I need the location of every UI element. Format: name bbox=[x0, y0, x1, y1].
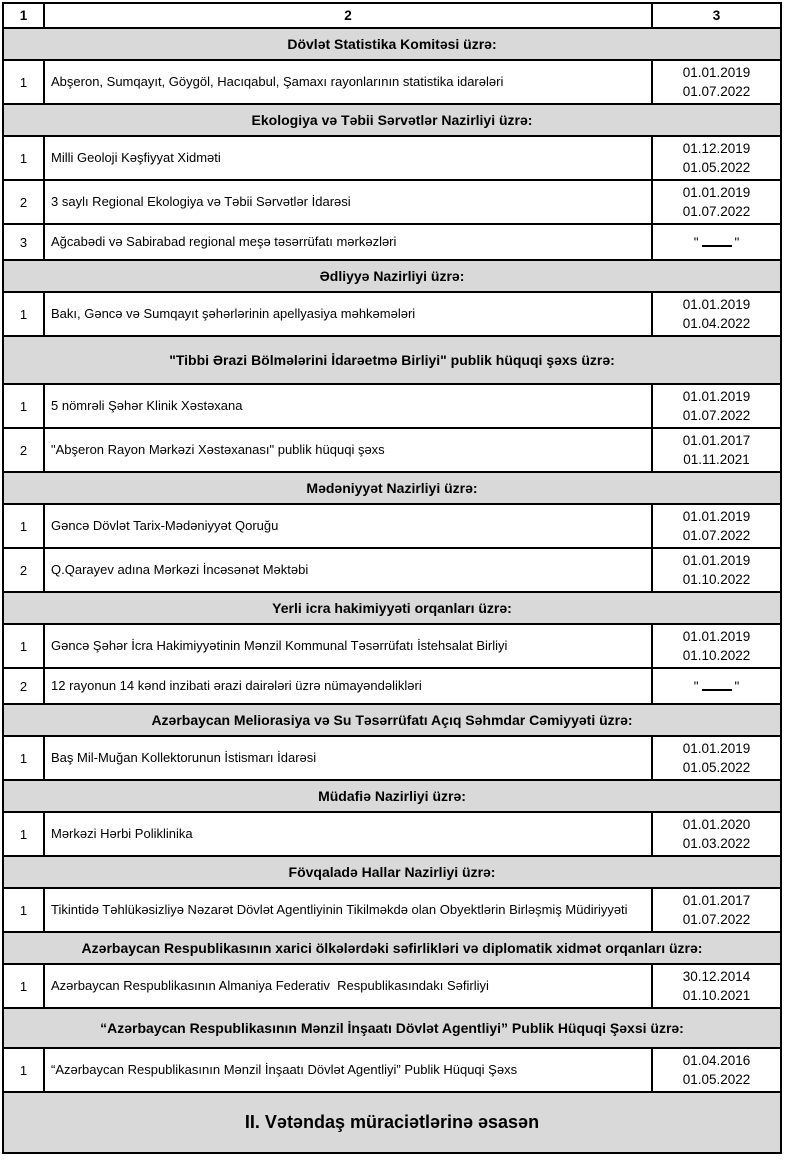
column-header-name: 2 bbox=[44, 3, 652, 28]
date-line: 01.04.2022 bbox=[682, 316, 751, 331]
section-header-row bbox=[3, 472, 781, 504]
table-row bbox=[3, 812, 781, 856]
table-row bbox=[3, 548, 781, 592]
organization-name: Abşeron, Sumqayıt, Göygöl, Hacıqabul, Şamaxı rayonlarının statistika idarələri bbox=[44, 60, 652, 104]
date-range-cell bbox=[652, 384, 781, 428]
table-body bbox=[3, 28, 781, 1153]
ditto-open-quote: " bbox=[693, 234, 699, 250]
row-number: 2 bbox=[3, 180, 44, 224]
date-line: 01.07.2022 bbox=[682, 408, 751, 423]
section-header-row bbox=[3, 592, 781, 624]
row-number: 2 bbox=[3, 668, 44, 704]
table-row bbox=[3, 736, 781, 780]
column-header-number: 1 bbox=[3, 3, 44, 28]
date-line: 01.07.2022 bbox=[682, 912, 751, 927]
row-number: 1 bbox=[3, 292, 44, 336]
date-range-cell bbox=[652, 504, 781, 548]
section-title: Ədliyyə Nazirliyi üzrə: bbox=[3, 260, 781, 292]
date-line: 01.07.2022 bbox=[682, 84, 751, 99]
section-title: Azərbaycan Respublikasının xarici ölkələrdəki səfirlikləri və diplomatik xidmət orqanları üzrə: bbox=[3, 932, 781, 964]
date-line: 01.05.2022 bbox=[682, 760, 751, 775]
date-range-cell bbox=[652, 812, 781, 856]
date-line: 01.11.2021 bbox=[683, 452, 750, 467]
row-number: 1 bbox=[3, 504, 44, 548]
column-header-dates: 3 bbox=[652, 3, 781, 28]
date-line: 01.01.2020 bbox=[682, 817, 751, 832]
section-header-row bbox=[3, 28, 781, 60]
date-line: 01.03.2022 bbox=[682, 836, 751, 851]
table-row bbox=[3, 292, 781, 336]
table-row bbox=[3, 60, 781, 104]
date-range-cell bbox=[652, 548, 781, 592]
date-line: 01.01.2019 bbox=[682, 629, 751, 644]
section-title: Fövqaladə Hallar Nazirliyi üzrə: bbox=[3, 856, 781, 888]
section-header-row bbox=[3, 104, 781, 136]
organization-name: 12 rayonun 14 kənd inzibati ərazi dairələri üzrə nümayəndəlikləri bbox=[44, 668, 652, 704]
section-title: "Tibbi Ərazi Bölmələrini İdarəetmə Birliyi" publik hüquqi şəxs üzrə: bbox=[3, 336, 781, 384]
row-number: 1 bbox=[3, 964, 44, 1008]
row-number: 2 bbox=[3, 428, 44, 472]
row-number: 1 bbox=[3, 736, 44, 780]
organization-name: Gəncə Şəhər İcra Hakimiyyətinin Mənzil Kommunal Təsərrüfatı İstehsalat Birliyi bbox=[44, 624, 652, 668]
organization-name: “Azərbaycan Respublikasının Mənzil İnşaatı Dövlət Agentliyi” Publik Hüquqi Şəxs bbox=[44, 1048, 652, 1092]
table-row bbox=[3, 384, 781, 428]
section-title: Dövlət Statistika Komitəsi üzrə: bbox=[3, 28, 781, 60]
date-line: 01.01.2019 bbox=[682, 509, 751, 524]
section-title: Müdafiə Nazirliyi üzrə: bbox=[3, 780, 781, 812]
organization-name: Ağcabədi və Sabirabad regional meşə təsərrüfatı mərkəzləri bbox=[44, 224, 652, 260]
row-number: 3 bbox=[3, 224, 44, 260]
section-title: “Azərbaycan Respublikasının Mənzil İnşaatı Dövlət Agentliyi” Publik Hüquqi Şəxsi üzrə: bbox=[3, 1008, 781, 1048]
organization-name: Mərkəzi Hərbi Poliklinika bbox=[44, 812, 652, 856]
section-title: II. Vətəndaş müraciətlərinə əsasən bbox=[3, 1092, 781, 1153]
ditto-close-quote: " bbox=[734, 678, 740, 694]
date-line: 01.04.2016 bbox=[682, 1053, 751, 1068]
organization-name: Tikintidə Təhlükəsizliyə Nəzarət Dövlət Agentliyinin Tikilməkdə olan Obyektlərin Birləşmiş Müdiriyyəti bbox=[44, 888, 652, 932]
date-line: 01.01.2019 bbox=[682, 389, 751, 404]
date-line: 01.10.2022 bbox=[682, 648, 751, 663]
row-number: 1 bbox=[3, 624, 44, 668]
table-row bbox=[3, 504, 781, 548]
organization-name: 5 nömrəli Şəhər Klinik Xəstəxana bbox=[44, 384, 652, 428]
date-line: 01.01.2019 bbox=[682, 553, 751, 568]
date-line: 30.12.2014 bbox=[682, 969, 751, 984]
section-title: Ekologiya və Təbii Sərvətlər Nazirliyi üzrə: bbox=[3, 104, 781, 136]
organization-name: "Abşeron Rayon Mərkəzi Xəstəxanası" publik hüquqi şəxs bbox=[44, 428, 652, 472]
table-row bbox=[3, 888, 781, 932]
organization-name: Azərbaycan Respublikasının Almaniya Federativ Respublikasındakı Səfirliyi bbox=[44, 964, 652, 1008]
date-range-cell bbox=[652, 292, 781, 336]
date-line: 01.01.2019 bbox=[682, 185, 751, 200]
date-line: 01.05.2022 bbox=[682, 1072, 751, 1087]
table-row bbox=[3, 180, 781, 224]
row-number: 2 bbox=[3, 548, 44, 592]
date-range-cell bbox=[652, 668, 781, 704]
date-line: 01.01.2017 bbox=[682, 433, 751, 448]
date-range-cell bbox=[652, 428, 781, 472]
date-line: 01.01.2019 bbox=[682, 297, 751, 312]
section-header-row bbox=[3, 932, 781, 964]
organization-name: Gəncə Dövlət Tarix-Mədəniyyət Qoruğu bbox=[44, 504, 652, 548]
date-line: 01.10.2021 bbox=[682, 988, 751, 1003]
date-line: 01.07.2022 bbox=[682, 204, 751, 219]
date-line: 01.01.2019 bbox=[682, 741, 751, 756]
date-range-cell bbox=[652, 1048, 781, 1092]
date-range-cell bbox=[652, 60, 781, 104]
row-number: 1 bbox=[3, 812, 44, 856]
section-header-row bbox=[3, 260, 781, 292]
ditto-open-quote: " bbox=[693, 678, 699, 694]
row-number: 1 bbox=[3, 1048, 44, 1092]
row-number: 1 bbox=[3, 888, 44, 932]
section-header-row bbox=[3, 1092, 781, 1153]
ditto-mark-line bbox=[702, 678, 732, 691]
liquidated-organizations-table bbox=[2, 2, 782, 1154]
table-row bbox=[3, 668, 781, 704]
date-range-cell bbox=[652, 136, 781, 180]
date-range-cell bbox=[652, 888, 781, 932]
date-line: 01.01.2019 bbox=[682, 65, 751, 80]
column-header-row bbox=[3, 3, 781, 28]
row-number: 1 bbox=[3, 136, 44, 180]
section-title: Azərbaycan Meliorasiya və Su Təsərrüfatı Açıq Səhmdar Cəmiyyəti üzrə: bbox=[3, 704, 781, 736]
date-range-cell bbox=[652, 224, 781, 260]
date-line: 01.12.2019 bbox=[682, 141, 751, 156]
organization-name: Baş Mil-Muğan Kollektorunun İstismarı İdarəsi bbox=[44, 736, 652, 780]
organization-name: Milli Geoloji Kəşfiyyat Xidməti bbox=[44, 136, 652, 180]
date-line: 01.10.2022 bbox=[682, 572, 751, 587]
row-number: 1 bbox=[3, 60, 44, 104]
table-row bbox=[3, 428, 781, 472]
section-header-row bbox=[3, 856, 781, 888]
table-row bbox=[3, 964, 781, 1008]
date-range-cell bbox=[652, 624, 781, 668]
date-line: 01.01.2017 bbox=[682, 893, 751, 908]
organization-name: Q.Qarayev adına Mərkəzi İncəsənət Məktəbi bbox=[44, 548, 652, 592]
table-row bbox=[3, 1048, 781, 1092]
section-header-row bbox=[3, 1008, 781, 1048]
section-header-row bbox=[3, 704, 781, 736]
organization-name: Bakı, Gəncə və Sumqayıt şəhərlərinin apellyasiya məhkəmələri bbox=[44, 292, 652, 336]
date-range-cell bbox=[652, 180, 781, 224]
row-number: 1 bbox=[3, 384, 44, 428]
table-row bbox=[3, 136, 781, 180]
section-header-row bbox=[3, 336, 781, 384]
table-row bbox=[3, 624, 781, 668]
section-title: Mədəniyyət Nazirliyi üzrə: bbox=[3, 472, 781, 504]
date-range-cell bbox=[652, 736, 781, 780]
section-title: Yerli icra hakimiyyəti orqanları üzrə: bbox=[3, 592, 781, 624]
date-line: 01.05.2022 bbox=[682, 160, 751, 175]
date-range-cell bbox=[652, 964, 781, 1008]
ditto-mark-line bbox=[702, 234, 732, 247]
date-line: 01.07.2022 bbox=[682, 528, 751, 543]
table-row bbox=[3, 224, 781, 260]
section-header-row bbox=[3, 780, 781, 812]
organization-name: 3 saylı Regional Ekologiya və Təbii Sərvətlər İdarəsi bbox=[44, 180, 652, 224]
ditto-close-quote: " bbox=[734, 234, 740, 250]
